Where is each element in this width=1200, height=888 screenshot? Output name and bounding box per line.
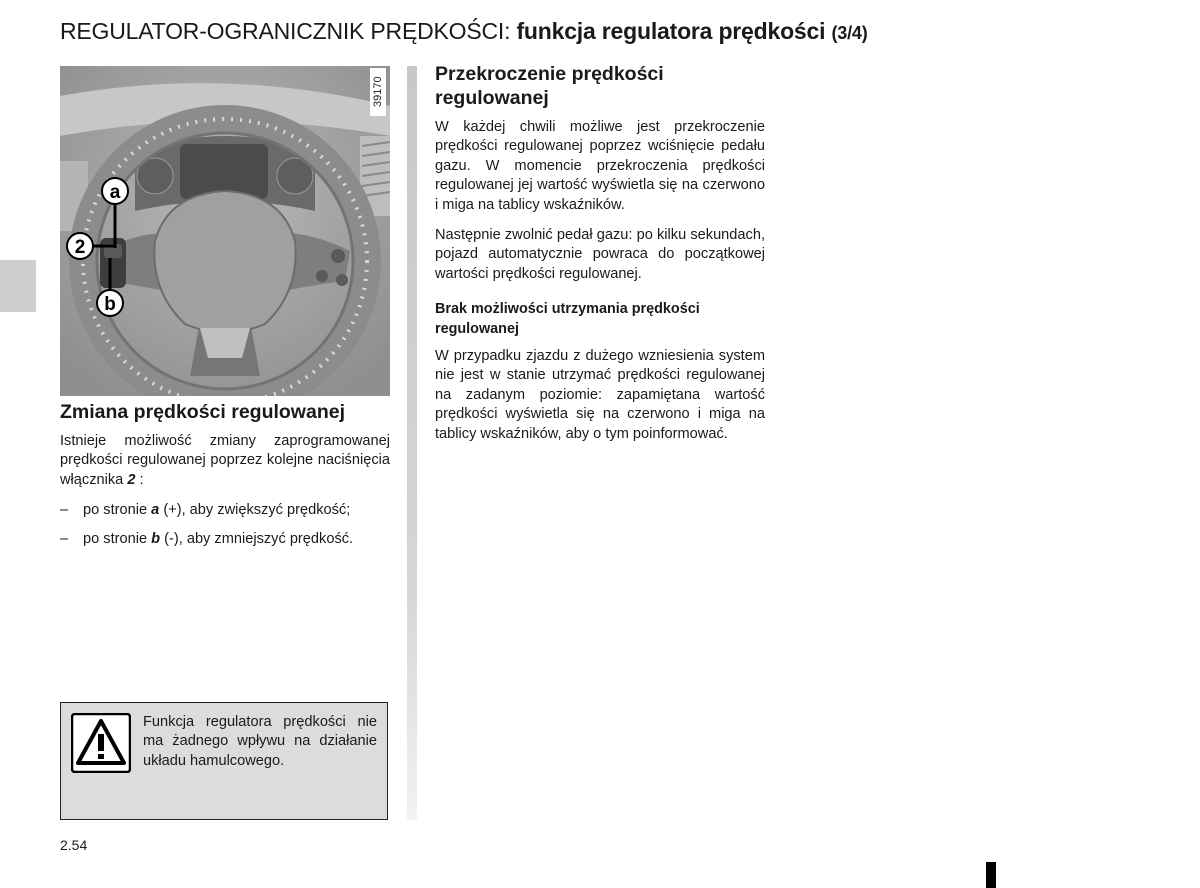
figure-code: 39170 [370,68,386,116]
left-intro-switch: 2 [127,471,136,488]
steering-wheel-drawing [60,66,390,396]
page-number: 2.54 [60,837,88,853]
corner-mark [986,862,996,888]
list-item-text [83,530,390,549]
list-item-after: (+), aby zwiększyć prędkość; [159,502,351,519]
right-column [435,62,765,455]
list-item-side: a [151,502,160,519]
right-heading: Przekroczenie prędkości regulowanej [435,63,664,109]
list-dash: – [60,530,69,547]
chapter-tab [0,260,36,312]
steering-wheel-illustration [60,66,390,396]
left-intro-text: Istnieje możliwość zmiany zaprogramowanej prędkości regulowanej poprzez kolejne naciśnięcia włącznika [60,433,390,488]
list-item-before: po stronie [83,530,152,547]
column-divider [407,66,417,820]
warning-triangle-icon [71,713,131,773]
callout-b: b [104,294,116,315]
page-title [60,18,1160,45]
list-item-text [83,501,390,520]
right-subheading: Brak możliwości utrzymania prędkości regulowanej [435,301,700,337]
list-item-side: b [151,530,161,547]
right-paragraph-2: Następnie zwolnić pedał gazu: po kilku sekundach, pojazd automatycznie powraca do początkowej wartości prędkości regulowanej. [435,227,765,282]
left-column [60,400,390,558]
callout-2: 2 [74,237,86,258]
left-heading: Zmiana prędkości regulowanej [60,401,345,423]
callout-a: a [109,182,121,203]
list-item-before: po stronie [83,502,152,519]
left-intro [60,432,390,490]
right-paragraph-1: W każdej chwili możliwe jest przekroczenie prędkości regulowanej poprzez wciśnięcie pedału gazu. W momencie przekroczenia prędkości regulowanej jej wartość wyświetla się na czerwono i miga na tablicy wskaźników. [435,119,765,213]
warning-box [60,702,388,820]
title-main: REGULATOR-OGRANICZNIK PRĘDKOŚCI: [60,18,511,44]
list-item [60,501,390,520]
list-item-after: (-), aby zmniejszyć prędkość. [160,530,354,547]
title-sub: funkcja regulatora prędkości [516,18,826,44]
list-item [60,530,390,549]
right-paragraph-3: W przypadku zjazdu z dużego wzniesienia system nie jest w stanie utrzymać prędkości regulowanej na zadanym poziomie: zapamiętana wartość prędkości wyświetla się na czerwono i miga na tablicy wskaźników, aby o tym poinformować. [435,348,765,442]
title-page-count: (3/4) [831,23,868,43]
left-intro-end: : [135,471,144,488]
warning-text: Funkcja regulatora prędkości nie ma żadnego wpływu na działanie układu hamulcowego. [143,714,377,769]
list-dash: – [60,502,69,519]
